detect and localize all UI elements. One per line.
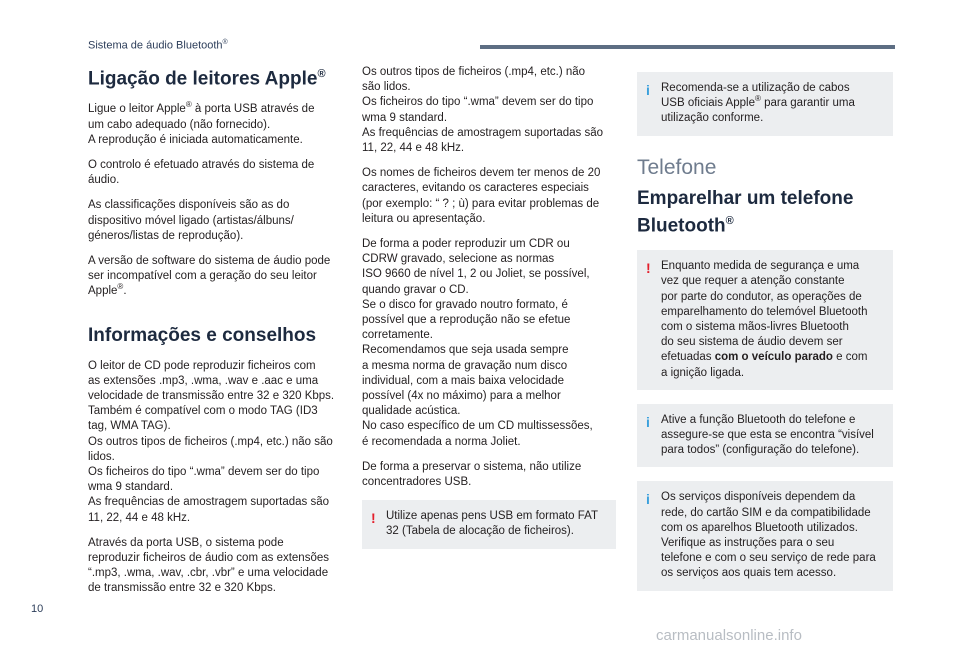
box2-text-b: e com a ignição ligada. bbox=[661, 351, 868, 379]
heading-apple-text: Ligação de leitores Apple bbox=[88, 68, 318, 90]
warning-fat-text: Utilize apenas pens USB em formato FAT 32 (Tabela de alocação de ficheiros). bbox=[386, 510, 598, 538]
header-bar bbox=[480, 45, 895, 49]
header-title-sup: ® bbox=[222, 39, 228, 46]
paragraph-apple-connect bbox=[88, 102, 350, 148]
column-1 bbox=[88, 63, 350, 607]
info-box-cables bbox=[637, 72, 893, 136]
paragraph-software-version bbox=[88, 254, 350, 300]
warning-icon: ! bbox=[371, 510, 376, 527]
heading-apple bbox=[88, 63, 350, 90]
paragraph-usb-hubs: De forma a preservar o sistema, não utilize concentradores USB. bbox=[362, 460, 582, 489]
warning-box-safety bbox=[637, 250, 893, 390]
subtitle-pair-phone bbox=[637, 188, 893, 237]
paragraph-other-types: Os outros tipos de ficheiros (.mp4, etc.) não são lidos. Os ficheiros do tipo “.wma” devem ser do tipo wma 9 standard. As frequências de amostragem suportadas são 11, 22, 44 e 48 kHz. bbox=[362, 66, 603, 155]
paragraph-usb-formats: Através da porta USB, o sistema pode reproduzir ficheiros de áudio com as extensões “.mp3, .wma, .wav, .cbr, .vbr” e uma velocidade de transmissão entre 32 e 320 Kbps. bbox=[88, 536, 329, 595]
paragraph-control: O controlo é efetuado através do sistema de áudio. bbox=[88, 158, 315, 187]
box1-text-a: Recomenda-se a utilização de cabos USB oficiais Apple bbox=[661, 82, 850, 110]
paragraph-classifications: As classificações disponíveis são as do dispositivo móvel ligado (artistas/álbuns/ géneros/listas de reprodução). bbox=[88, 199, 294, 242]
heading-info: Informações e conselhos bbox=[88, 324, 317, 346]
paragraph-cd-formats: O leitor de CD pode reproduzir ficheiros com as extensões .mp3, .wma, .wav e .aac e uma velocidade de transmissão entre 32 e 320 Kbps. Também é compatível com o modo TAG (ID3 tag, WMA TAG). Os outros tipos de ficheiros (.mp4, etc.) não são lidos. Os ficheiros do tipo “.wma” devem ser do tipo wma 9 standard. As frequências de amostragem suportadas são 11, 22, 44 e 48 kHz. bbox=[88, 359, 335, 524]
running-header bbox=[88, 39, 228, 52]
warning-box-fat bbox=[362, 500, 616, 548]
column-3 bbox=[637, 72, 893, 605]
p1-sup: ® bbox=[185, 100, 192, 110]
info-cables-text bbox=[661, 81, 881, 127]
warning-safety-text bbox=[661, 259, 881, 381]
box2-bold: com o veículo parado bbox=[714, 351, 833, 364]
subtitle-sup: ® bbox=[725, 214, 734, 227]
p1-text-a: Ligue o leitor Apple bbox=[88, 103, 186, 116]
info-services-text: Os serviços disponíveis dependem da rede, do cartão SIM e da compatibilidade com os aparelhos Bluetooth utilizados. Verifique as instruções para o seu telefone e com o seu serviço de rede para os serviços aos quais tem acesso. bbox=[661, 491, 876, 580]
page-number: 10 bbox=[31, 603, 44, 615]
info-activate-text: Ative a função Bluetooth do telefone e assegure-se que esta se encontra “visível para todos” (configuração do telefone). bbox=[661, 413, 874, 457]
section-title-telefone: Telefone bbox=[637, 155, 717, 179]
info-box-services bbox=[637, 481, 893, 590]
heading-apple-sup: ® bbox=[317, 68, 326, 80]
paragraph-file-names: Os nomes de ficheiros devem ter menos de 20 caracteres, evitando os caracteres especiais (por exemplo: “ ? ; ù) para evitar problemas de leitura ou apresentação. bbox=[362, 167, 601, 225]
info-box-activate bbox=[637, 404, 893, 468]
box2-text-a: Enquanto medida de segurança e uma vez que requer a atenção constante por parte do condutor, as operações de emparelhamento do telemóvel Bluetooth com o sistema mãos-livres Bluetooth do seu sistema de áudio devem ser efetuadas bbox=[661, 260, 868, 364]
header-title-text: Sistema de áudio Bluetooth bbox=[88, 39, 223, 52]
box1-sup: ® bbox=[754, 94, 761, 104]
p1-text-b: à porta USB através de um cabo adequado (não fornecido). A reprodução é iniciada automaticamente. bbox=[88, 103, 315, 146]
column-2 bbox=[362, 65, 616, 563]
subtitle-text: Emparelhar um telefone Bluetooth bbox=[637, 187, 854, 237]
info-icon: i bbox=[646, 82, 650, 98]
watermark: carmanualsonline.info bbox=[656, 627, 802, 644]
paragraph-cdr: De forma a poder reproduzir um CDR ou CDRW gravado, selecione as normas ISO 9660 de nível 1, 2 ou Joliet, se possível, quando gravar o CD. Se o disco for gravado noutro formato, é possível que a reprodução não se efetue corretamente. Recomendamos que seja usada sempre a mesma norma de gravação num disco individual, com a mais baixa velocidade possível (4x no máximo) para a melhor qualidade acústica. No caso específico de um CD multissessões, é recomendada a norma Joliet. bbox=[362, 238, 593, 448]
info-icon: i bbox=[646, 413, 650, 430]
warning-icon: ! bbox=[646, 260, 651, 277]
p4-text-b: . bbox=[123, 285, 127, 298]
p4-sup: ® bbox=[117, 282, 124, 292]
info-icon: i bbox=[646, 491, 650, 508]
p4-text-a: A versão de software do sistema de áudio pode ser incompatível com a geração do seu leitor Apple bbox=[88, 254, 331, 298]
box1-text-b: para garantir uma utilização conforme. bbox=[661, 97, 855, 125]
